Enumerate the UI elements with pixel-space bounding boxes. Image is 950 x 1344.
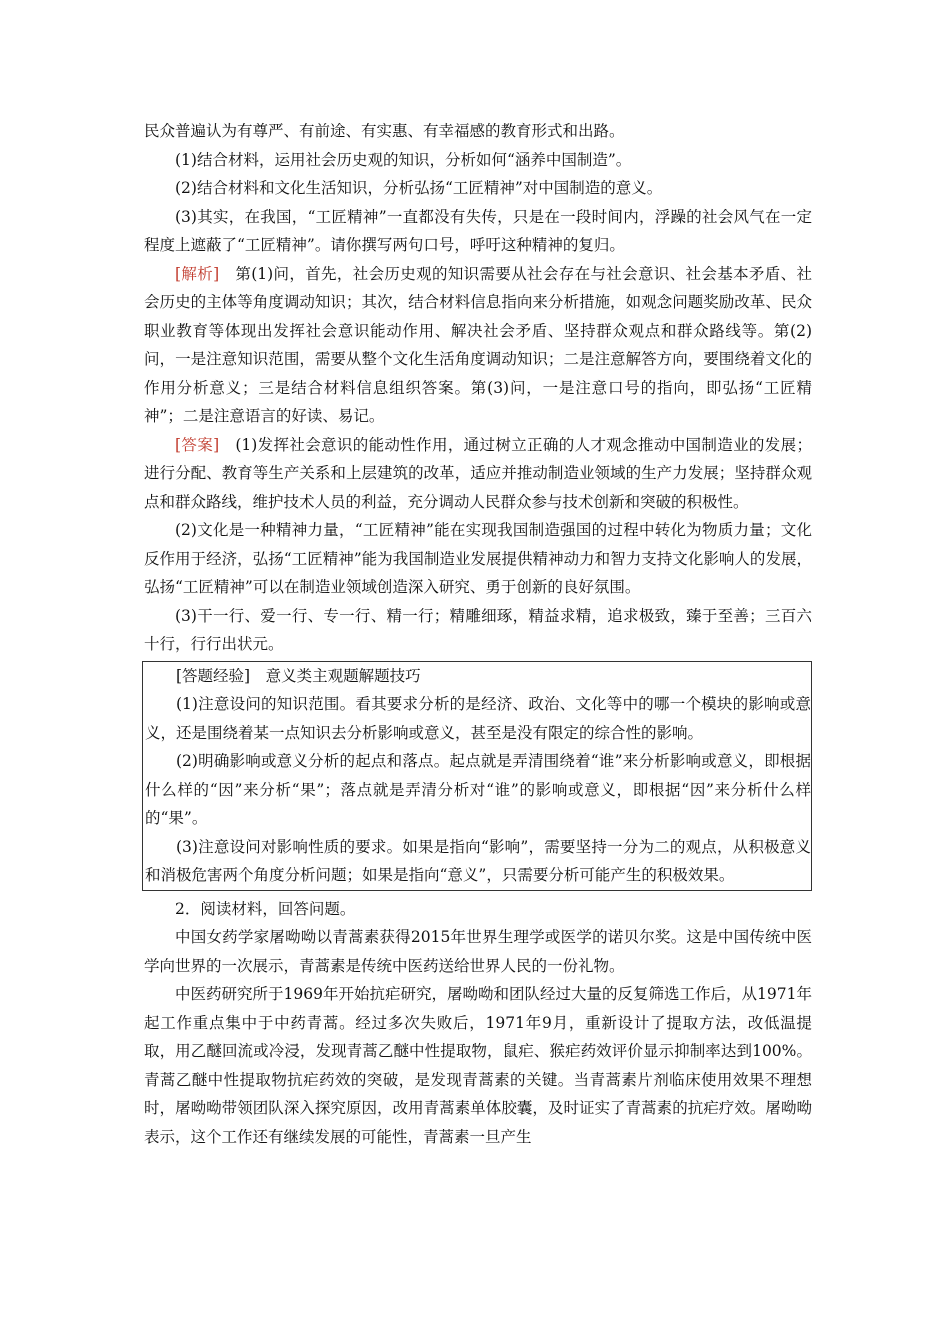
question-2-title: 2．阅读材料，回答问题。 <box>175 899 356 918</box>
analysis-text: 第(1)问，首先，社会历史观的知识需要从社会存在与社会意识、社会基本矛盾、社会历史的主体等角度调动知识；其次，结合材料信息指向来分析措施，如观念问题奖励改革、民众职业教育等体现出发挥社会意识能动作用、解决社会矛盾、坚持群众观点和群众路线等。第(2)问，一是注意知识范围，需要从整个文化生活角度调动知识；二是注意解答方向，要围绕着文化的作用分析意义；三是结合材料信息组织答案。第(3)问，一是注意口号的指向，即弘扬“工匠精神”；二是注意语言的好读、易记。 <box>144 264 812 425</box>
answer-tag: [答案] <box>175 435 220 454</box>
answer-paragraph-2: (2)文化是一种精神力量，“工匠精神”能在实现我国制造强国的过程中转化为物质力量；文化反作用于经济，弘扬“工匠精神”能为我国制造业发展提供精神动力和智力支持文化影响人的发展，弘扬“工匠精神”可以在制造业领域创造深入研究、勇于创新的良好氛围。 <box>144 521 812 596</box>
question-2: (2)结合材料和文化生活知识，分析弘扬“工匠精神”对中国制造的意义。 <box>175 179 663 197</box>
tips-heading: [答题经验] 意义类主观题解题技巧 <box>176 666 421 685</box>
answer-paragraph-3: (3)干一行、爱一行、专一行、精一行；精雕细琢，精益求精，追求极致，臻于至善；三百六十行，行行出状元。 <box>144 606 812 653</box>
tips-item-2: (2)明确影响或意义分析的起点和落点。起点就是弄清围绕着“谁”来分析影响或意义，即根据什么样的“因”来分析“果”；落点就是弄清分析对“谁”的影响或意义，即根据“因”来分析什么样的“果”。 <box>145 752 811 827</box>
question-2-paragraph-1: 中国女药学家屠呦呦以青蒿素获得2015年世界生理学或医学的诺贝尔奖。这是中国传统中医学向世界的一次展示，青蒿素是传统中医药送给世界人民的一份礼物。 <box>144 928 812 975</box>
analysis-paragraph <box>144 260 812 431</box>
analysis-tag: [解析] <box>175 264 220 283</box>
material-tail: 民众普遍认为有尊严、有前途、有实惠、有幸福感的教育形式和出路。 <box>144 122 625 140</box>
tips-item-3: (3)注意设问对影响性质的要求。如果是指向“影响”，需要坚持一分为二的观点，从积极意义和消极危害两个角度分析问题；如果是指向“意义”，只需要分析可能产生的积极效果。 <box>145 837 811 884</box>
tips-item-1: (1)注意设问的知识范围。看其要求分析的是经济、政治、文化等中的哪一个模块的影响或意义，还是围绕着某一点知识去分析影响或意义，甚至是没有限定的综合性的影响。 <box>145 695 811 742</box>
answer-text-1: (1)发挥社会意识的能动性作用，通过树立正确的人才观念推动中国制造业的发展；进行分配、教育等生产关系和上层建筑的改革，适应并推动制造业领域的生产力发展；坚持群众观点和群众路线，维护技术人员的利益，充分调动人民群众参与技术创新和突破的积极性。 <box>144 435 812 511</box>
document-page <box>144 117 812 1151</box>
question-1: (1)结合材料，运用社会历史观的知识，分析如何“涵养中国制造”。 <box>175 150 632 169</box>
question-2-paragraph-2: 中医药研究所于1969年开始抗疟研究，屠呦呦和团队经过大量的反复筛选工作后，从1971年起工作重点集中于中药青蒿。经过多次失败后，1971年9月，重新设计了提取方法，改低温提取，用乙醚回流或冷浸，发现青蒿乙醚中性提取物，鼠疟、猴疟药效评价显示抑制率达到100%。青蒿乙醚中性提取物抗疟药效的突破，是发现青蒿素的关键。当青蒿素片剂临床使用效果不理想时，屠呦呦带领团队深入探究原因，改用青蒿素单体胶囊，及时证实了青蒿素的抗疟疗效。屠呦呦表示，这个工作还有继续发展的可能性，青蒿素一旦产生 <box>144 985 812 1146</box>
answer-paragraph-1 <box>144 431 812 517</box>
tips-box <box>142 661 812 891</box>
question-3: (3)其实，在我国，“工匠精神”一直都没有失传，只是在一段时间内，浮躁的社会风气在一定程度上遮蔽了“工匠精神”。请你撰写两句口号，呼吁这种精神的复归。 <box>144 207 812 254</box>
